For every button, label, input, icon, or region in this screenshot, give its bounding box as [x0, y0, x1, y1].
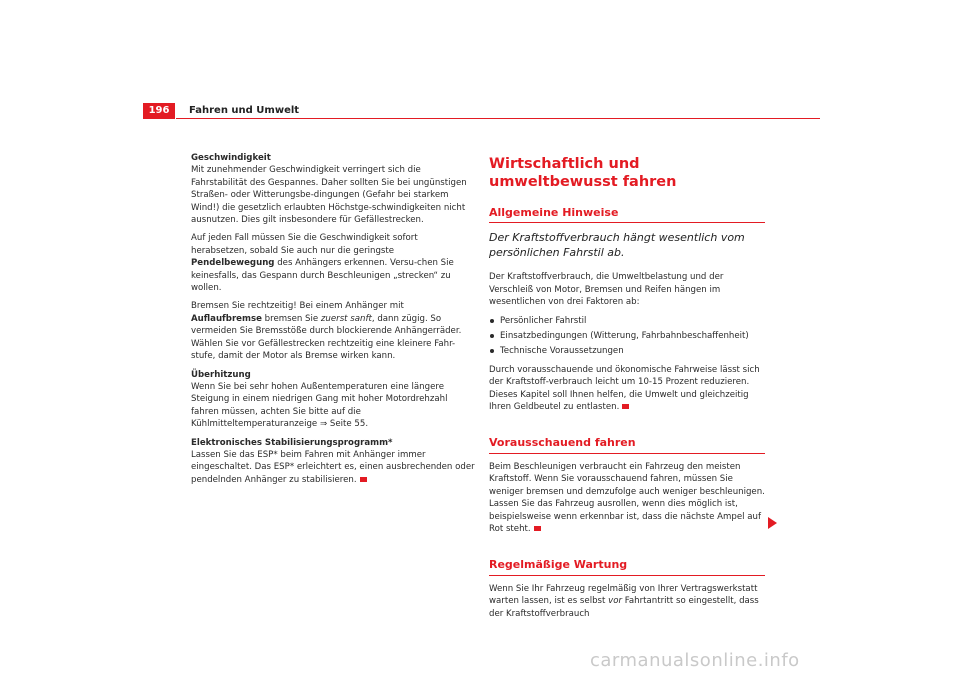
text-run: des Anhängers erkennen. Versu-chen Sie keinesfalls, das Gespann durch Beschleunigen „strecken“ zu wollen. — [191, 258, 454, 294]
emphasis-auflaufbremse: Auflaufbremse — [191, 313, 262, 324]
list-item: Technische Voraussetzungen — [489, 345, 765, 357]
left-column — [191, 152, 475, 492]
section-end-icon — [534, 526, 541, 531]
paragraph-geschwindigkeit-1: Mit zunehmender Geschwindigkeit verringert sich die Fahrstabilität des Gespannes. Daher sollten Sie bei ungünstigen Straßen- oder Witterungsbe-dingungen (Gefahr bei starkem Wind!) die gesetzlich erlaubten Höchstge-schwindigkeiten nicht ausnutzen. Dies gilt insbesondere für Gefällestrecken. — [191, 165, 467, 226]
section-end-icon — [360, 477, 367, 482]
paragraph-vorausschauend — [489, 461, 765, 535]
text-run: Durch vorausschauende und ökonomische Fahrweise lässt sich der Kraftstoff-verbrauch leicht um 10-15 Prozent reduzieren. Dieses Kapitel soll Ihnen helfen, die Umwelt und gleichzeitig Ihren Geldbeutel zu entlasten. — [489, 364, 760, 413]
paragraph-ueberhitzung: Wenn Sie bei sehr hohen Außentemperaturen eine längere Steigung in einem niedrigen Gang mit hoher Motordrehzahl fahren müssen, achten Sie bitte auf die Kühlmitteltemperaturanzeige ⇒ Seite 55. — [191, 381, 448, 430]
section-heading-esp: Elektronisches Stabilisierungsprogramm* — [191, 437, 393, 448]
continue-arrow-icon — [768, 517, 777, 529]
text-run: Beim Beschleunigen verbraucht ein Fahrzeug den meisten Kraftstoff. Wenn Sie vorausschauend fahren, müssen Sie weniger bremsen und demzufolge auch weniger beschleunigen. Lassen Sie das Fahrzeug ausrollen, wenn dies möglich ist, beispielsweise wenn erkennbar ist, dass die nächste Ampel auf Rot steht. — [489, 461, 765, 534]
list-item: Persönlicher Fahrstil — [489, 315, 765, 327]
paragraph-geschwindigkeit-3 — [191, 300, 475, 362]
chapter-main-heading: Wirtschaftlich und umweltbewusst fahren — [489, 156, 677, 190]
page-number: 196 — [143, 103, 175, 119]
section-heading-wartung: Regelmäßige Wartung — [489, 559, 765, 575]
chapter-title: Fahren und Umwelt — [189, 105, 300, 116]
watermark: carmanualsonline.info — [590, 650, 800, 671]
paragraph-allgemein-outro — [489, 364, 765, 414]
text-run: , dann zügig. So vermeiden Sie Bremsstöße durch blockierende Anhängerräder. Wählen Sie vor Gefällestrecken rechtzeitig eine kleinere Fahr-stufe, damit der Motor als Bremse wirken kann. — [191, 313, 462, 362]
header-divider — [176, 118, 820, 119]
emphasis-pendelbewegung: Pendelbewegung — [191, 258, 275, 269]
emphasis-zuerst-sanft: zuerst sanft — [320, 313, 372, 324]
paragraph-allgemein-intro: Der Kraftstoffverbrauch, die Umweltbelastung und der Verschleiß von Motor, Bremsen und Reifen hängen im wesentlichen von drei Faktoren ab: — [489, 272, 724, 308]
text-run: Wenn Sie Ihr Fahrzeug regelmäßig von Ihrer Vertragswerkstatt warten lassen, ist es selbst — [489, 583, 758, 607]
paragraph-esp — [191, 449, 475, 486]
section-end-icon — [622, 404, 629, 409]
section-heading-vorausschauend: Vorausschauend fahren — [489, 437, 765, 453]
emphasis-vor: vor — [608, 596, 623, 607]
text-run: Fahrtantritt so eingestellt, dass der Kraftstoffverbrauch — [489, 596, 759, 619]
lead-sentence: Der Kraftstoffverbrauch hängt wesentlich vom persönlichen Fahrstil ab. — [489, 231, 745, 260]
text-run: Auf jeden Fall müssen Sie die Geschwindigkeit sofort herabsetzen, sobald Sie auch nur die geringste — [191, 233, 418, 256]
factor-list — [489, 315, 765, 358]
paragraph-geschwindigkeit-2 — [191, 232, 475, 294]
paragraph-wartung — [489, 583, 765, 620]
right-column — [489, 152, 765, 626]
list-item: Einsatzbedingungen (Witterung, Fahrbahnbeschaffenheit) — [489, 330, 765, 342]
text-run: Bremsen Sie rechtzeitig! Bei einem Anhänger mit — [191, 301, 404, 312]
text-run: Lassen Sie das ESP* beim Fahren mit Anhänger immer eingeschaltet. Das ESP* erleichtert es, einen ausbrechenden oder pendelnden Anhänger zu stabilisieren. — [191, 449, 475, 485]
section-heading-ueberhitzung: Überhitzung — [191, 369, 251, 380]
text-run: bremsen Sie — [261, 313, 321, 324]
section-heading-allgemein: Allgemeine Hinweise — [489, 207, 765, 223]
section-heading-geschwindigkeit: Geschwindigkeit — [191, 153, 271, 163]
